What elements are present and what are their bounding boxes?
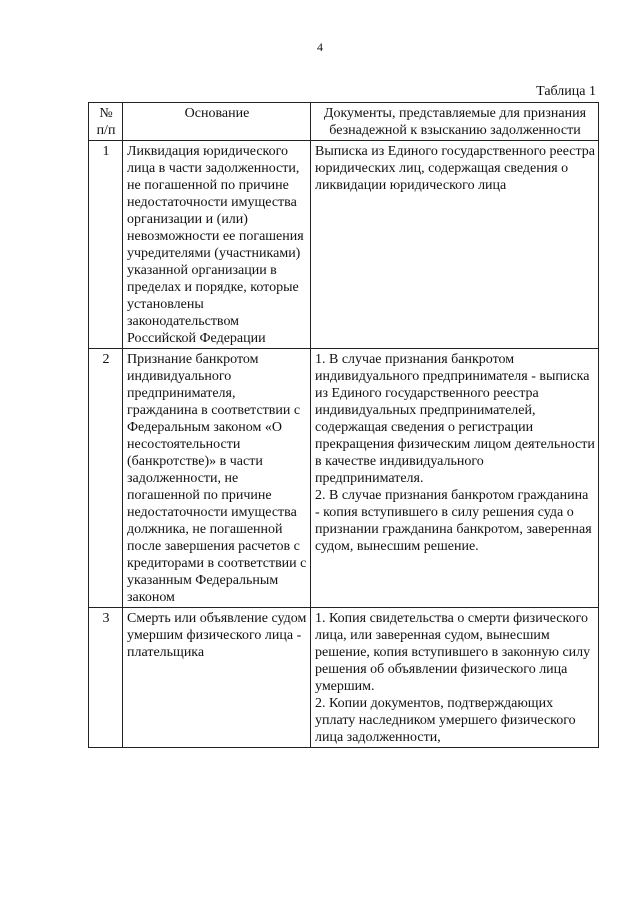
- table-row: [89, 608, 599, 748]
- document-item: 1. В случае признания банкротом индивидуального предпринимателя - выписка из Единого государственного реестра индивидуальных предпринимателей, содержащая сведения о регистрации прекращения физическим лицом деятельности в качестве индивидуального предпринимателя.: [315, 352, 595, 486]
- row-number: 1: [89, 141, 123, 349]
- document-item: 2. В случае признания банкротом гражданина - копия вступившего в силу решения суда о признании гражданина банкротом, заверенная судом, вынесшим решение.: [315, 488, 592, 554]
- row-basis: Признание банкротом индивидуального предпринимателя, гражданина в соответствии с Федеральным законом «О несостоятельности (банкротстве)» в части задолженности, не погашенной по причине недостаточности имущества должника, не погашенной после завершения расчетов с кредиторами в соответствии с указанным Федеральным законом: [123, 349, 311, 608]
- document-item: 1. Копия свидетельства о смерти физического лица, или заверенная судом, вынесшим решение, копия вступившего в законную силу решения об объявлении физического лица умершим.: [315, 611, 591, 694]
- row-number: 2: [89, 349, 123, 608]
- row-number: 3: [89, 608, 123, 748]
- header-basis: Основание: [123, 103, 311, 141]
- table-row: [89, 141, 599, 349]
- row-documents: [311, 608, 599, 748]
- row-basis: Смерть или объявление судом умершим физического лица - плательщика: [123, 608, 311, 748]
- document-item: 2. Копии документов, подтверждающих уплату наследником умершего физического лица задолженности,: [315, 696, 576, 745]
- page-number: 4: [317, 40, 323, 54]
- table-header-row: [89, 103, 599, 141]
- row-documents: [311, 141, 599, 349]
- header-documents: Документы, представляемые для признания безнадежной к взысканию задолженности: [311, 103, 599, 141]
- document-item: Выписка из Единого государственного реестра юридических лиц, содержащая сведения о ликвидации юридического лица: [315, 144, 595, 193]
- row-basis: Ликвидация юридического лица в части задолженности, не погашенной по причине недостаточности имущества организации и (или) невозможности ее погашения учредителями (участниками) указанной организации в пределах и порядке, которые установлены законодательством Российской Федерации: [123, 141, 311, 349]
- table-caption: Таблица 1: [536, 84, 596, 99]
- row-documents: [311, 349, 599, 608]
- header-num: № п/п: [89, 103, 123, 141]
- table-row: [89, 349, 599, 608]
- debt-documents-table: [88, 102, 599, 748]
